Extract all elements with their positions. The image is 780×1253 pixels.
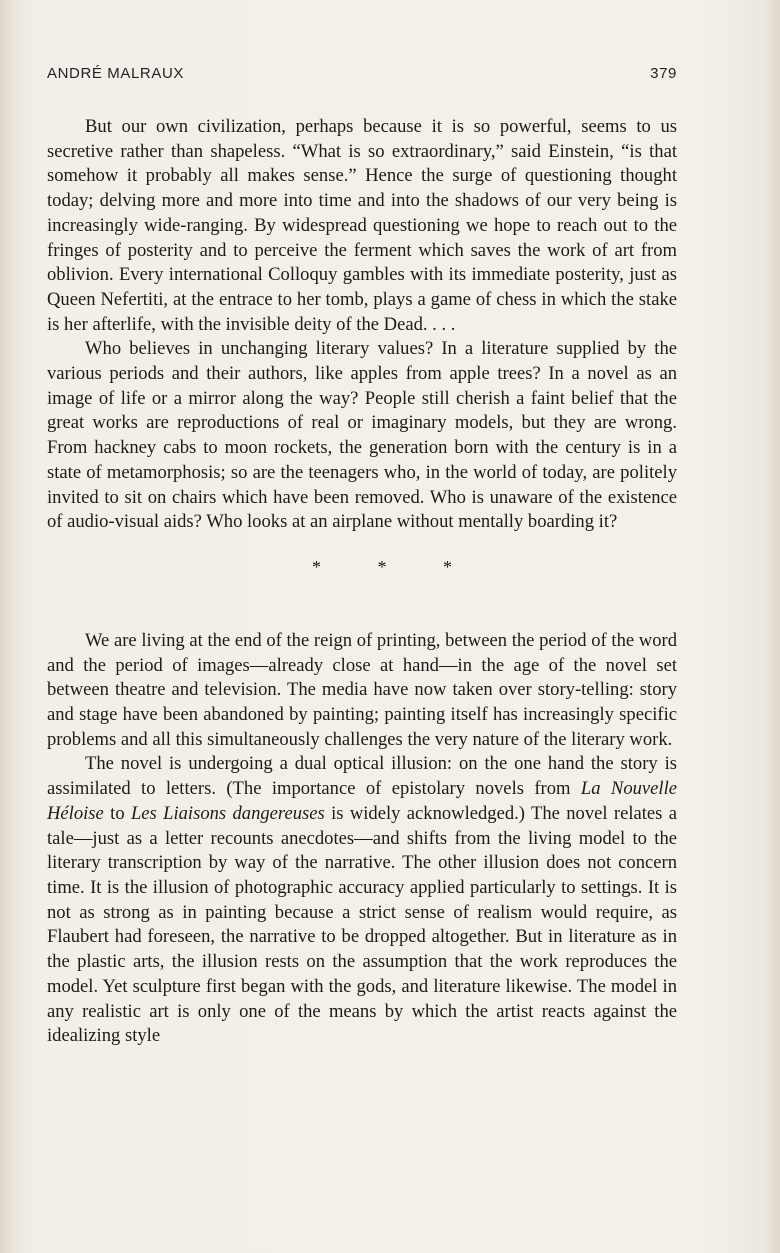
text-run: to [103, 802, 131, 824]
section-break [47, 555, 677, 579]
paragraph [47, 115, 677, 337]
running-head: ANDRÉ MALRAUX [47, 65, 184, 82]
italic-title: Les Liaisons dangereuses [130, 802, 325, 824]
body-text [47, 115, 677, 1049]
paragraph [47, 752, 677, 1048]
text-run: The novel is undergoing a dual optical illusion: on the one hand the story is assimilated to letters. (The importance of epistolary novels from [47, 753, 677, 800]
section-after-break [47, 629, 677, 1049]
star-ornament: * [443, 556, 452, 577]
page-number: 379 [650, 65, 677, 82]
star-ornament: * [377, 556, 387, 577]
section-before-break [47, 115, 677, 535]
page-header [47, 65, 677, 82]
text-run: Who believes in unchanging literary values? In a literature supplied by the various periods and their authors, like apples from apple trees? In a novel as an image of life or a mirror along the way? People still cherish a faint belief that the great works are reproductions of real or imaginary models, but they are wrong. From hackney cabs to moon rockets, the generation born with the century is in a state of metamorphosis; so are the teenagers who, in the world of today, are politely invited to sit on chairs which have been removed. Who is unaware of the existence of audio-visual aids? Who looks at an airplane without mentally boarding it? [47, 338, 677, 533]
italic-title: La Nouvelle Héloise [47, 778, 677, 824]
text-run: We are living at the end of the reign of printing, between the period of the word and the period of images—already close at hand—in the age of the novel set between theatre and television. The media have now taken over story-telling: story and stage have been abandoned by painting; painting itself has increasingly specific problems and all this simultaneously challenges the very nature of the literary work. [47, 629, 677, 750]
star-ornament: * [312, 556, 321, 577]
text-run: But our own civilization, perhaps because it is so powerful, seems to us secretive rather than shapeless. “What is so extraordinary,” said Einstein, “is that somehow it probably all makes sense.” Hence the surge of questioning thought today; delving more and more into time and into the shadows of our very being is increasingly wide-ranging. By widespread questioning we hope to reach out to the fringes of posterity and to perceive the ferment which saves the work of art from oblivion. Every international Colloquy gambles with its immediate posterity, just as Queen Nefertiti, at the entrace to her tomb, plays a game of chess in which the stake is her afterlife, with the invisible deity of the Dead. . . . [47, 116, 677, 335]
paragraph [47, 629, 677, 753]
section-gap [47, 579, 677, 629]
paragraph [47, 337, 677, 535]
text-run: is widely acknowledged.) The novel relates a tale—just as a letter recounts anecdotes—and shifts from the living model to the literary transcription by way of the narrative. The other illusion does not concern time. It is the illusion of photographic accuracy applied particularly to settings. It is not as strong as in painting because a strict sense of realism would require, as Flaubert had foreseen, the narrative to be dropped altogether. But in literature as in the plastic arts, the illusion rests on the assumption that the work reproduces the model. Yet sculpture first began with the gods, and literature likewise. The model in any realistic art is only one of the means by which the artist reacts against the idealizing style [47, 802, 677, 1047]
